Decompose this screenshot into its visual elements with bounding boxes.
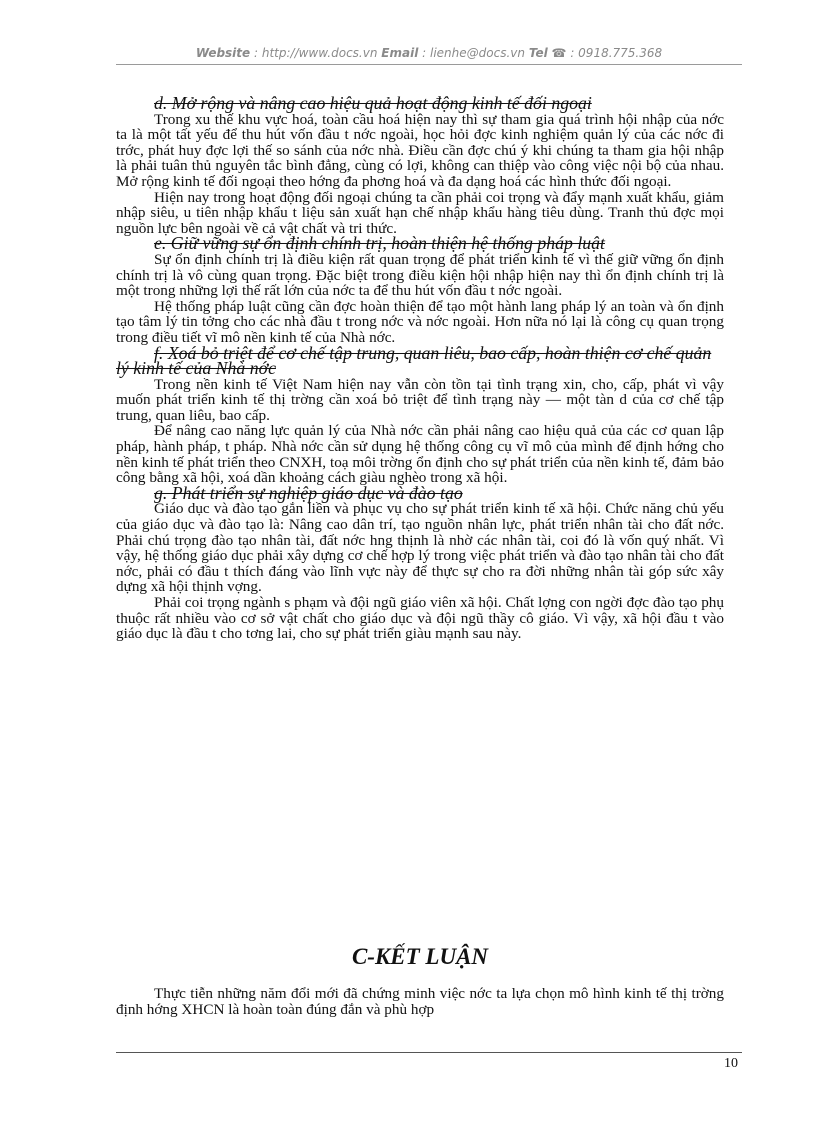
conclusion-paragraph: Thực tiễn những năm đổi mới đã chứng minh việc nớc ta lựa chọn mô hình kinh tế thị trờng định hớng XHCN là hoàn toàn đúng đắn và phù hợp — [116, 985, 724, 1018]
website-url: : http://www.docs.vn — [254, 46, 378, 60]
document-body — [116, 93, 724, 643]
paragraph: Trong xu thế khu vực hoá, toàn cầu hoá hiện nay thì sự tham gia quá trình hội nhập của nớc ta là một tất yếu để thu hút vốn đầu t nớc ngoài, học hỏi đợc kinh nghiệm quản lý của các nớc đi trớc, phát huy đợc lợi thế so sánh của nớc nhà. Điều cần đợc chú ý khi chúng ta tham gia hội nhập là phải tuân thủ nguyên tắc bình đẳng, cùng có lợi, không can thiệp vào công việc nội bộ của nhau. Mở rộng kinh tế đối ngoại theo hớng đa phơng hoá và đa dạng hoá các hình thức đối ngoại. — [116, 110, 724, 190]
conclusion-title: C-KẾT LUẬN — [351, 944, 489, 969]
section-heading-e: e. Giữ vững sự ổn định chính trị, hoàn thiện hệ thống pháp luật — [154, 233, 605, 254]
email-label: Email — [381, 46, 419, 60]
tel-number: : 0918.775.368 — [570, 46, 663, 60]
paragraph: Phải coi trọng ngành s phạm và đội ngũ giáo viên xã hội. Chất lợng con ngời đợc đào tạo phụ thuộc rất nhiều vào cơ sở vật chất cho giáo dục và đội ngũ thầy cô giáo. Vì vậy, xã hội đầu t vào giáo dục là đầu t cho tơng lai, cho sự phát triển giàu mạnh sau này. — [116, 594, 724, 643]
paragraph: Trong nền kinh tế Việt Nam hiện nay vẫn còn tồn tại tình trạng xin, cho, cấp, phát vì vậy muốn phát triển kinh tế thị trờng cần xoá bỏ triệt để tình trạng này — một tàn d của cơ chế tập trung, quan liêu, bao cấp. — [116, 375, 724, 424]
section-heading-d: d. Mở rộng và nâng cao hiệu quả hoạt động kinh tế đối ngoại — [154, 93, 592, 113]
phone-icon: ☎ — [551, 46, 567, 60]
website-label: Website — [195, 46, 251, 60]
conclusion-body — [116, 986, 724, 1018]
footer-rule — [116, 1052, 742, 1053]
paragraph: Giáo dục và đào tạo gắn liền và phục vụ cho sự phát triển kinh tế xã hội. Chức năng chủ yếu của giáo dục và đào tạo là: Nâng cao dân trí, tạo nguồn nhân lực, phát triển nhân tài cho đất nớc. Phải chú trọng đào tạo nhân tài, đất nớc hng thịnh là nhờ các nhân tài, coi đó là vốn quý nhất. Vì vậy, hệ thống giáo dục phải xây dựng cơ chế hợp lý trong việc phát triển và đào tạo nhân tài cho đất nớc, phải có đầu t thích đáng vào lĩnh vực này để thực sự cho ra đời những nhân tài góp sức xây dựng xã hội thịnh vợng. — [116, 500, 724, 596]
section-heading-g: g. Phát triển sự nghiệp giáo dục và đào tạo — [154, 482, 463, 503]
email-address: : lienhe@docs.vn — [422, 46, 525, 60]
header-rule — [116, 64, 742, 65]
paragraph: Hệ thống pháp luật cũng cần đợc hoàn thiện để tạo một hành lang pháp lý an toàn và ổn định tạo tâm lý tin tởng cho các nhà đầu t trong nớc và nớc ngoài. Hơn nữa nó lại là công cụ quan trọng trong điều tiết vĩ mô nền kinh tế của Nhà nớc. — [116, 297, 724, 346]
tel-label: Tel — [528, 46, 548, 60]
page-number: 10 — [724, 1056, 738, 1071]
paragraph: Để nâng cao năng lực quản lý của Nhà nớc cần phải nâng cao hiệu quả của các cơ quan lập pháp, hành pháp, t pháp. Nhà nớc cần sử dụng hệ thống công cụ vĩ mô của mình để định hớng cho nền kinh tế phát triển theo CNXH, toạ môi trờng ổn định cho sự phát triển của nền kinh tế, đảm bảo công bằng xã hội, xoá dần khoảng cách giàu nghèo trong xã hội. — [116, 422, 724, 487]
page-header — [116, 46, 742, 60]
paragraph: Hiện nay trong hoạt động đối ngoại chúng ta cần phải coi trọng và đẩy mạnh xuất khẩu, giảm nhập siêu, u tiên nhập khẩu t liệu sản xuất hạn chế nhập khẩu hàng tiêu dùng. Tranh thủ đợc mọi nguồn lực bên ngoài về cả vật chất và tri thức. — [116, 188, 724, 237]
section-heading-f: f. Xoá bỏ triệt để cơ chế tập trung, quan liêu, bao cấp, hoàn thiện cơ chế quản lý kinh tế của Nhà nớc — [116, 342, 712, 379]
paragraph: Sự ổn định chính trị là điều kiện rất quan trọng để phát triển kinh tế vì thế giữ vững ổn định chính trị là vô cùng quan trọng. Đặc biệt trong điều kiện hội nhập hiện nay thì ổn định chính trị là một trong những lợi thế rất lớn của nớc ta để thu hút vốn đầu t nớc ngoài. — [116, 250, 724, 300]
